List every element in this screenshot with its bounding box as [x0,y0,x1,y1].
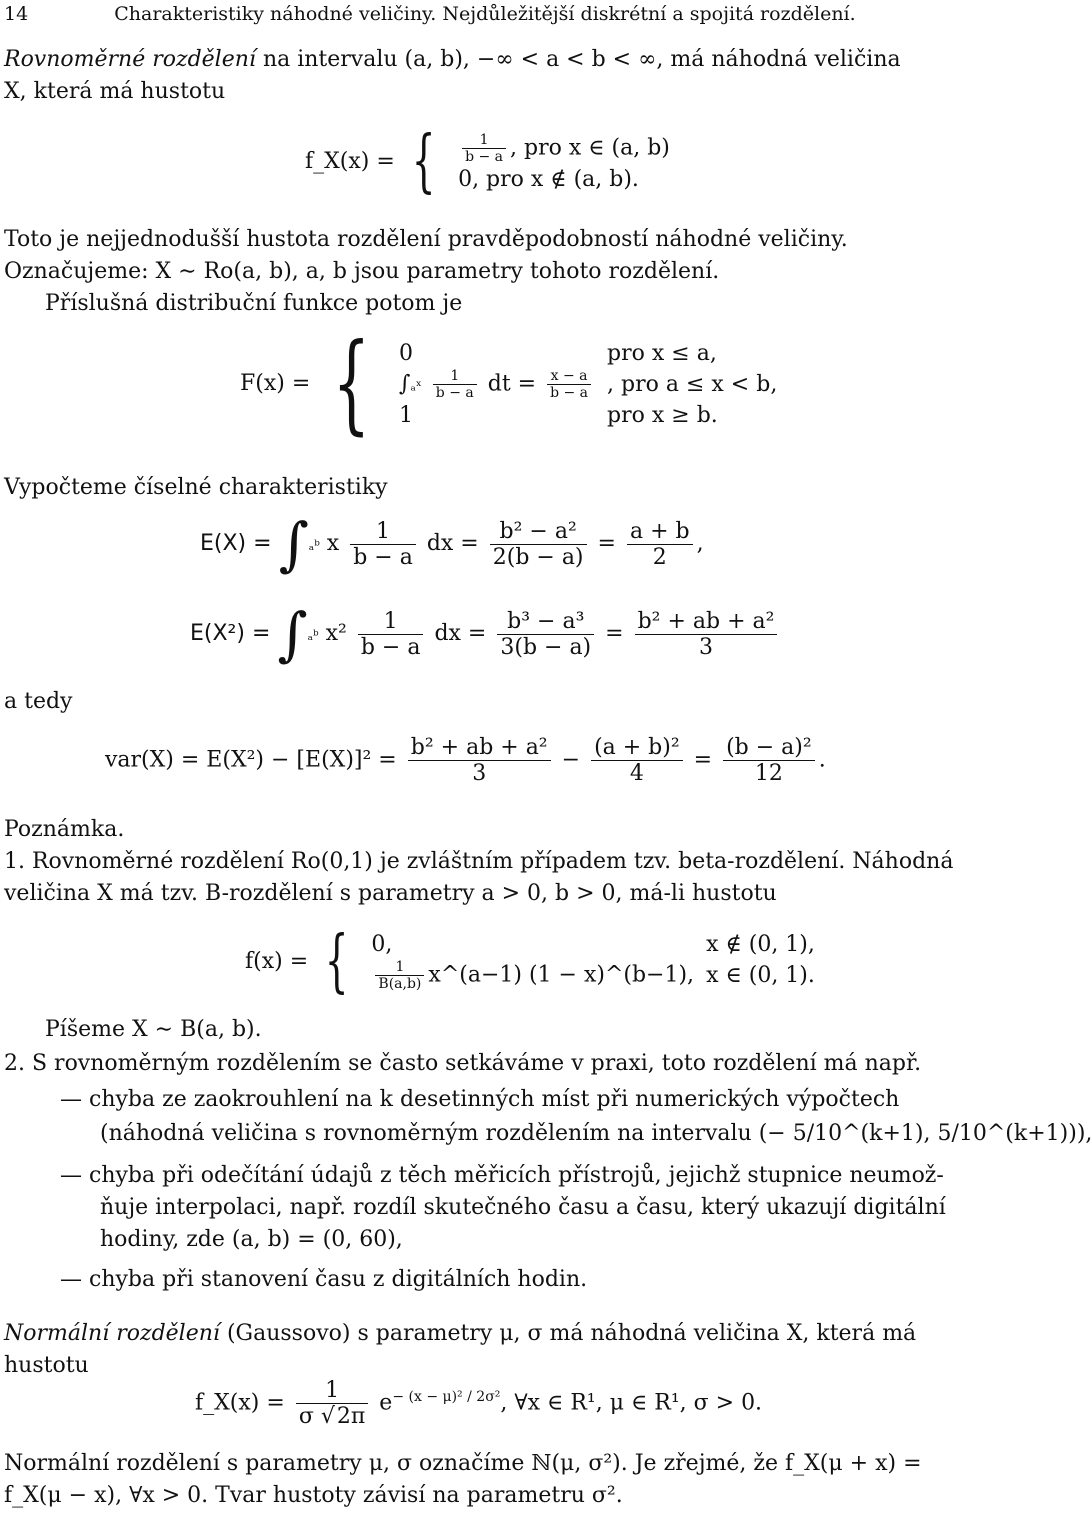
uniform-intro-line2: X, která má hustotu [4,79,226,104]
left-brace: { [332,321,371,446]
normal-intro-rest: (Gaussovo) s parametry μ, σ má náhodná veličina X, která má [219,1321,917,1346]
cdf-cases: 0 pro x ≤ a, ∫ₐˣ $\frac{1}{b - a}$ dt = $\frac{x - a}{b - a}$ , pro a ≤ x < b, 1 pro x ≥ b. [393,340,783,429]
bullet2-line1: — chyba při odečítání údajů z těch měřicích přístrojů, jejichž stupnice neumož- [60,1163,944,1188]
expectation-formula: E(X) = ∫ₐᵇ x $\frac{1}{b - a}$ dx = $\frac{\text{b² − a²}}{2(b - a)}$ = $\frac{a + b}{2}$ , [200,510,704,578]
cdf-case2-cond: , pro a ≤ x < b, [607,371,778,397]
density-case2: 0, pro x ∉ (a, b). [458,167,639,192]
cdf-lhs: F(x) = [240,371,311,396]
remark-p2: 2. S rovnoměrným rozdělením se často setkáváme v praxi, toto rozdělení má např. [4,1051,922,1076]
ex2-lhs: E(X²) = [190,621,271,646]
bullet1-line1: — chyba ze zaokrouhlení na k desetinných míst při numerických výpočtech [60,1087,900,1112]
ex-lhs: E(X) = [200,531,272,556]
cdf-case3-cond: pro x ≥ b. [607,402,718,428]
compute-intro: Vypočteme číselné charakteristiky [4,475,388,500]
left-brace: { [411,122,436,201]
density-cases: $\frac{1}{b - a}$ , pro x ∈ (a, b) 0, pro x ∉ (a, b). [452,131,676,193]
beta-notation: Píšeme X ∼ B(a, b). [45,1017,262,1042]
normal-intro-line1 [4,1320,916,1349]
bullet3: — chyba při stanovení času z digitálních hodin. [60,1267,588,1292]
uniform-intro-line1 [4,46,901,75]
normal-term: Normální rozdělení [4,1321,220,1346]
remark-p1-line2: veličina X má tzv. B-rozdělení s parametry a > 0, b > 0, má-li hustotu [4,881,777,906]
uniform-notation: Označujeme: X ∼ Ro(a, b), a, b jsou parametry tohoto rozdělení. [4,259,720,284]
cdf-case1-cond: pro x ≤ a, [607,340,717,366]
normal-para-line2: f_X(μ − x), ∀x > 0. Tvar hustoty závisí na parametru σ². [4,1483,623,1508]
normal-density-tail: , ∀x ∈ R¹, μ ∈ R¹, σ > 0. [500,1390,763,1416]
normal-density-formula: f_X(x) = $\frac{1}{\sigma √2\pi}$ $e^{- (x - \mu)^2 / 2\sigma^2}$, ∀x ∈ R¹, μ ∈ R¹, σ > 0. [195,1378,763,1429]
normal-intro-line2: hustotu [4,1353,89,1378]
uniform-intro-rest: na intervalu (a, b), −∞ < a < b < ∞, má náhodná veličina [255,47,901,72]
cdf-case3-val: 1 [398,402,413,428]
uniform-density-formula [305,122,676,201]
cdf-intro: Příslušná distribuční funkce potom je [45,291,463,316]
density-lhs: f_X(x) = [305,149,395,174]
running-title: Charakteristiky náhodné veličiny. Nejdůležitější diskrétní a spojitá rozdělení. [114,3,856,25]
bullet2-line2: ňuje interpolaci, např. rozdíl skutečného času a času, který ukazují digitální [100,1195,946,1220]
density-case1: , pro x ∈ (a, b) [510,135,670,161]
left-brace: { [324,922,349,1001]
bullet1-line2: (náhodná veličina s rovnoměrným rozdělením na intervalu (− 5/10^(k+1), 5/10^(k+1))), [100,1121,1092,1146]
normal-density-lhs: f_X(x) = [195,1390,285,1416]
beta-case1: 0, [371,932,393,957]
beta-case2-cond: x ∈ (0, 1). [706,963,815,988]
beta-cases: 0, x ∉ (0, 1), $\frac{1}{B(a,b)}$ x^(a−1) (1 − x)^(b−1), x ∈ (0, 1). [365,931,820,993]
var-lhs: var(X) = E(X²) − [E(X)]² = [105,747,397,773]
variance-formula: var(X) = E(X²) − [E(X)]² = $\frac{\text{b² + ab + a²}}{3}$ − $\frac{\text{(a + b)²}}{4}$ = $\frac{\text{(b − a)²}}{12}$ . [105,735,826,786]
uniform-cdf-formula [240,321,783,446]
normal-para-line1: Normální rozdělení s parametry μ, σ označíme ℕ(μ, σ²). Je zřejmé, že f_X(μ + x) = [4,1451,922,1476]
remark-p1-line1: 1. Rovnoměrné rozdělení Ro(0,1) je zvláštním případem tzv. beta-rozdělení. Náhodná [4,849,954,874]
cdf-case1-val: 0 [398,340,413,366]
beta-case2-expr: x^(a−1) (1 − x)^(b−1), [428,962,695,988]
beta-case1-cond: x ∉ (0, 1), [706,932,815,957]
second-moment-formula: E(X²) = ∫ₐᵇ x² $\frac{1}{b - a}$ dx = $\frac{\text{b³ − a³}}{3(b - a)}$ = $\frac{\text{b² + ab + a²}}{3}$ [190,605,781,663]
beta-density-formula [245,922,821,1001]
page-number: 14 [4,3,29,25]
uniform-term: Rovnoměrné rozdělení [4,47,256,72]
a-tedy: a tedy [4,689,73,714]
beta-lhs: f(x) = [245,949,309,974]
running-header [4,2,856,27]
remark-heading: Poznámka. [4,817,125,842]
bullet2-line3: hodiny, zde (a, b) = (0, 60), [100,1227,403,1252]
simplest-density-note: Toto je nejjednodušší hustota rozdělení pravděpodobností náhodné veličiny. [4,227,848,252]
